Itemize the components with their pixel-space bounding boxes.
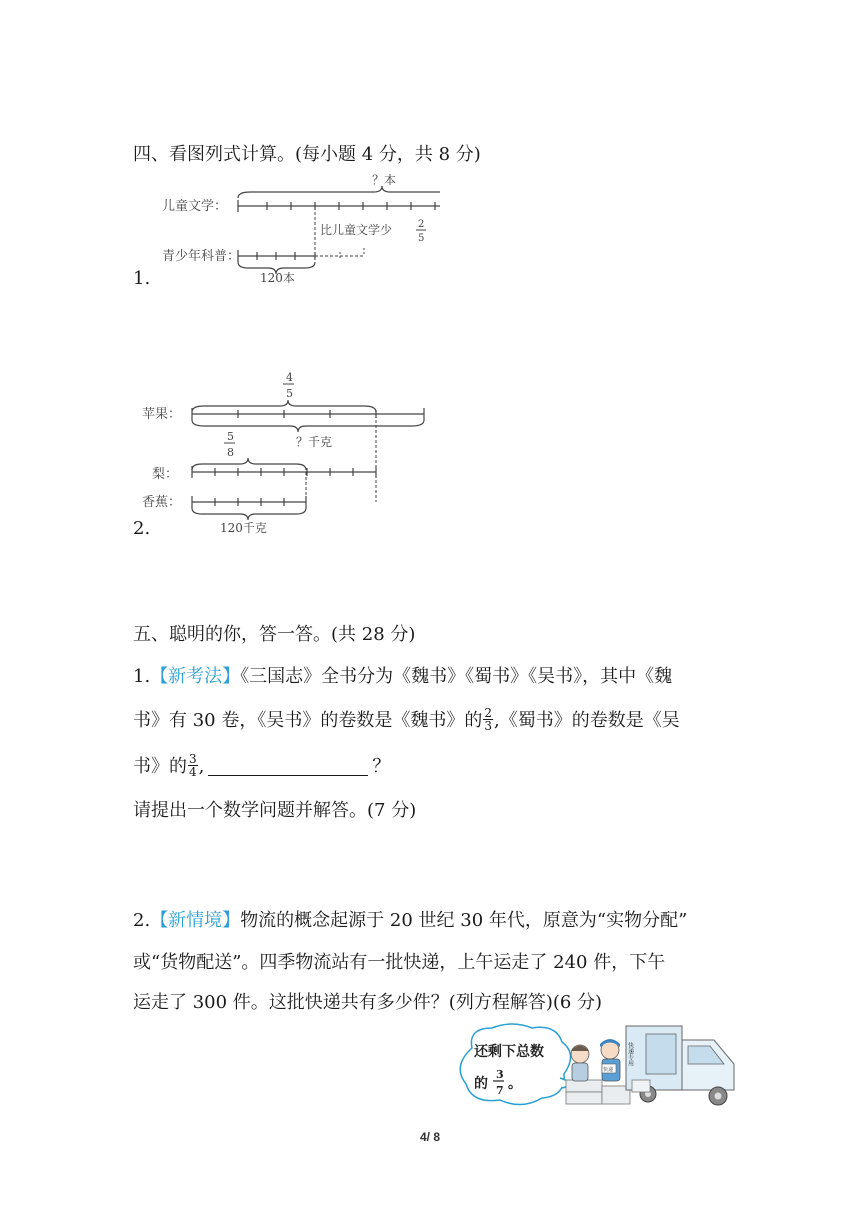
frac-den: 3 [484, 718, 492, 733]
bubble-line2: 的 [474, 1076, 488, 1092]
bubble-frac-den: 7 [496, 1084, 504, 1097]
q1-note-frac-den: 5 [418, 233, 425, 244]
q2-frac2-num: 5 [227, 430, 234, 443]
q1-note-label: 比儿童文学少 [320, 223, 393, 237]
q2-label-row2: 梨： [152, 467, 179, 482]
s5-q1-fraction-2-3 [483, 707, 493, 732]
q1-note-frac-num: 2 [418, 219, 425, 230]
s5-q1-text2b: ,《蜀书》的卷数是《吴 [494, 710, 680, 731]
q2-bottom-brace-label: 120千克 [220, 521, 267, 534]
s5-q1-text2a: 书》有 30 卷，《吴书》的卷数是《魏书》的 [133, 710, 483, 731]
q1-number: 1. [133, 268, 151, 289]
s5-q2-tag: 【新情境】 [150, 910, 241, 931]
s5-q1-number: 1. [133, 666, 151, 687]
truck-label: 快递专用 [626, 1042, 634, 1066]
section-5-heading: 五、聪明的你，答一答。(共 28 分) [133, 624, 416, 645]
q2-label-row3: 香蕉： [142, 495, 182, 510]
delivery-illustration [452, 1018, 742, 1110]
q1-label-row1: 儿童文学： [162, 199, 228, 214]
s5-q1-fraction-3-4 [188, 753, 198, 778]
frac-num: 3 [189, 751, 197, 766]
q1-line-segment-diagram [160, 172, 440, 284]
delivery-truck-icon [626, 1026, 734, 1105]
page-number: 4/ 8 [419, 1130, 440, 1144]
q2-mid-brace-label: ？千克 [296, 435, 333, 449]
q2-frac1-den: 5 [286, 387, 293, 400]
s5-q1-text1: 《三国志》全书分为《魏书》《蜀书》《吴书》，其中《魏 [240, 666, 673, 687]
answer-blank[interactable] [208, 757, 368, 776]
q2-line-segment-diagram [140, 368, 440, 534]
s5-q1-tag: 【新考法】 [150, 666, 241, 687]
s5-q1-line1 [133, 664, 672, 690]
q1-top-brace-label: ？本 [372, 173, 397, 187]
q1-bottom-brace-label: 120本 [260, 271, 295, 284]
s5-q2-line3: 运走了 300 件。这批快递共有多少件？(列方程解答)(6 分) [133, 992, 603, 1013]
bubble-line1: 还剩下总数 [474, 1044, 544, 1060]
box-label: 快递 [603, 1067, 614, 1073]
s5-q1-line4: 请提出一个数学问题并解答。(7 分) [133, 800, 417, 821]
frac-num: 2 [484, 705, 492, 720]
s5-q1-line2 [133, 705, 680, 734]
speech-bubble [460, 1024, 570, 1105]
parcel-boxes-icon [566, 1080, 630, 1104]
s5-q1-line3 [133, 751, 391, 780]
s5-q2-text1: 物流的概念起源于 20 世纪 30 年代，原意为“实物分配” [240, 910, 688, 931]
q2-number: 2. [133, 518, 151, 539]
q2-frac1-num: 4 [286, 371, 293, 384]
s5-q1-text3a: 书》的 [133, 756, 187, 777]
s5-q2-line1 [133, 908, 687, 934]
s5-q2-line2: 或“货物配送”。四季物流站有一批快递，上午运走了 240 件，下午 [133, 952, 666, 973]
q2-frac2-den: 8 [227, 446, 234, 459]
section-4-heading: 四、看图列式计算。(每小题 4 分，共 8 分) [133, 144, 481, 165]
s5-q2-number: 2. [133, 910, 151, 931]
frac-den: 4 [189, 764, 197, 779]
bubble-frac-num: 3 [496, 1068, 504, 1081]
s5-q1-text3c: ？ [372, 756, 391, 777]
courier-person-icon [571, 1045, 589, 1081]
s5-q1-text3b: , [198, 756, 205, 777]
bubble-end: 。 [508, 1076, 522, 1092]
q2-label-row1: 苹果： [142, 407, 182, 422]
q1-label-row2: 青少年科普： [162, 249, 241, 264]
courier-person-icon [600, 1039, 620, 1081]
